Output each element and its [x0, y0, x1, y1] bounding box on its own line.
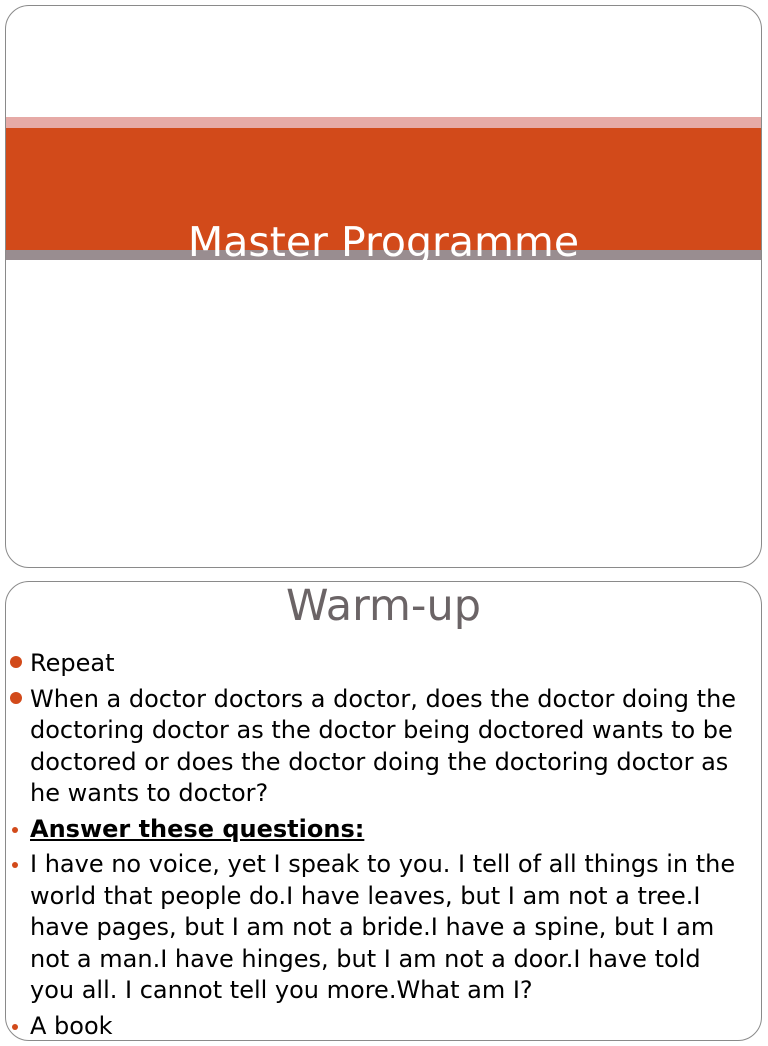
bullet-dot-icon	[12, 1024, 18, 1030]
bullet-text: I have no voice, yet I speak to you. I tell of all things in the world that people do.I have leaves, but I am not a tree.I have pages, but I am not a bride.I have a spine, but I am not a man.I have hinges, but I am not a door.I have told you all. I cannot tell you more.What am I?	[30, 850, 736, 1004]
bullet-item	[6, 814, 761, 846]
bullet-item	[6, 849, 761, 1007]
content-slide	[5, 581, 762, 1041]
title-slide	[5, 5, 762, 568]
bullet-list	[6, 648, 761, 1046]
bullet-text: When a doctor doctors a doctor, does the doctor doing the doctoring doctor as the doctor being doctored wants to be doctored or does the doctor doing the doctoring doctor as he wants to doctor?	[30, 684, 737, 807]
bullet-item	[6, 684, 761, 810]
slide-heading: Warm-up	[286, 581, 481, 631]
bullet-dot-icon	[10, 692, 22, 704]
bullet-dot-icon	[12, 827, 18, 833]
bullet-text: A book	[30, 1011, 113, 1040]
bullet-text-emphasis: Answer these questions:	[30, 814, 365, 843]
bullet-text: Repeat	[30, 649, 115, 677]
bullet-item	[6, 1011, 761, 1043]
bullet-item	[6, 648, 761, 680]
bullet-dot-icon	[12, 862, 18, 868]
title-clip	[6, 128, 761, 266]
slide-title: Master Programme	[187, 218, 580, 266]
bullet-dot-icon	[10, 656, 22, 668]
title-band-top-stripe	[6, 117, 761, 128]
